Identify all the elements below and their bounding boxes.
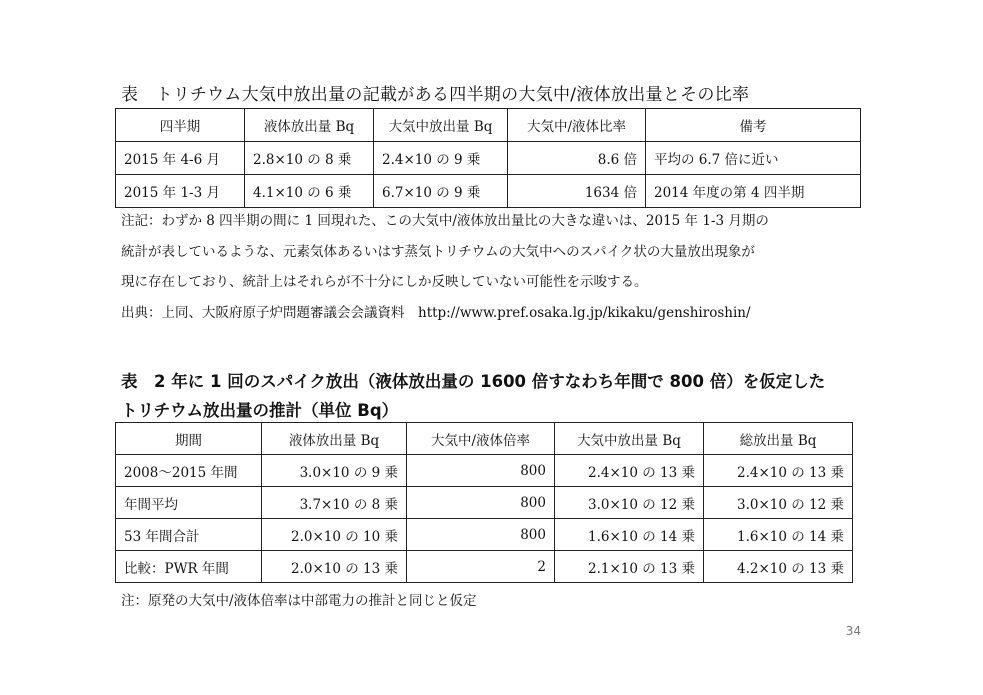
table-cell: 1634 倍 [508, 175, 646, 208]
table1-header-cell: 四半期 [116, 109, 245, 142]
table-cell: 2015 年 1-3 月 [116, 175, 245, 208]
table-cell: 2.0×10 の 10 乗 [262, 519, 407, 551]
table-cell: 2014 年度の第 4 四半期 [646, 175, 861, 208]
table2-title: トリチウム放出量の推計（単位 Bq） [121, 401, 399, 420]
table1-header-cell: 備考 [646, 109, 861, 142]
table-cell: 800 [407, 487, 555, 519]
table-cell: 2.0×10 の 13 乗 [262, 551, 407, 583]
table-cell: 2.8×10 の 8 乗 [245, 142, 374, 175]
table2-header-cell: 大気中放出量 Bq [555, 423, 704, 455]
table1-source: 出典：上同、大阪府原子炉問題審議会会議資料 http://www.pref.osaka.lg.jp/kikaku/genshiroshin/ [121, 305, 751, 321]
table-cell: 1.6×10 の 14 乗 [555, 519, 704, 551]
table-row [116, 551, 853, 583]
page-number: 34 [845, 624, 861, 638]
table-cell: 2.4×10 の 13 乗 [555, 455, 704, 487]
table-cell: 1.6×10 の 14 乗 [704, 519, 853, 551]
table-cell: 3.0×10 の 9 乗 [262, 455, 407, 487]
table2-header-cell: 総放出量 Bq [704, 423, 853, 455]
table-cell: 平均の 6.7 倍に近い [646, 142, 861, 175]
table-cell: 8.6 倍 [508, 142, 646, 175]
table-row [116, 175, 861, 208]
table-cell: 2.1×10 の 13 乗 [555, 551, 704, 583]
table-cell: 4.2×10 の 13 乗 [704, 551, 853, 583]
table-cell: 800 [407, 519, 555, 551]
table-cell: 年間平均 [116, 487, 262, 519]
table2-title: 表 2 年に 1 回のスパイク放出（液体放出量の 1600 倍すなわち年間で 800 倍）を仮定した [121, 372, 826, 391]
table-cell: 4.1×10 の 6 乗 [245, 175, 374, 208]
table1-header-cell: 大気中放出量 Bq [374, 109, 508, 142]
table-cell: 2 [407, 551, 555, 583]
table2-header-row [116, 423, 853, 455]
table-cell: 2.4×10 の 9 乗 [374, 142, 508, 175]
table-cell: 800 [407, 455, 555, 487]
table-cell: 比較：PWR 年間 [116, 551, 262, 583]
table1-note-line: 注記：わずか 8 四半期の間に 1 回現れた、この大気中/液体放出量比の大きな違いは、2015 年 1-3 月期の [121, 213, 769, 229]
table-row [116, 487, 853, 519]
table-cell: 6.7×10 の 9 乗 [374, 175, 508, 208]
table1-note-line: 現に存在しており、統計上はそれらが不十分にしか反映していない可能性を示唆する。 [121, 274, 648, 290]
table1-header-cell: 液体放出量 Bq [245, 109, 374, 142]
table2-header-cell: 大気中/液体倍率 [407, 423, 555, 455]
table-row [116, 142, 861, 175]
table1-note-line: 統計が表しているような、元素気体あるいはす蒸気トリチウムの大気中へのスパイク状の大量放出現象が [121, 244, 755, 260]
table-cell: 2.4×10 の 13 乗 [704, 455, 853, 487]
table-cell: 3.7×10 の 8 乗 [262, 487, 407, 519]
table1-title: 表 トリチウム大気中放出量の記載がある四半期の大気中/液体放出量とその比率 [121, 85, 750, 105]
table-cell: 3.0×10 の 12 乗 [704, 487, 853, 519]
table-cell: 53 年間合計 [116, 519, 262, 551]
table2-header-cell: 液体放出量 Bq [262, 423, 407, 455]
table2-header-cell: 期間 [116, 423, 262, 455]
table-cell: 2015 年 4-6 月 [116, 142, 245, 175]
table-cell: 3.0×10 の 12 乗 [555, 487, 704, 519]
table2-note: 注：原発の大気中/液体倍率は中部電力の推計と同じと仮定 [121, 593, 477, 609]
table-row [116, 519, 853, 551]
table1 [115, 108, 861, 208]
table-row [116, 455, 853, 487]
table1-header-row [116, 109, 861, 142]
table1-header-cell: 大気中/液体比率 [508, 109, 646, 142]
table2 [115, 422, 853, 583]
table-cell: 2008～2015 年間 [116, 455, 262, 487]
